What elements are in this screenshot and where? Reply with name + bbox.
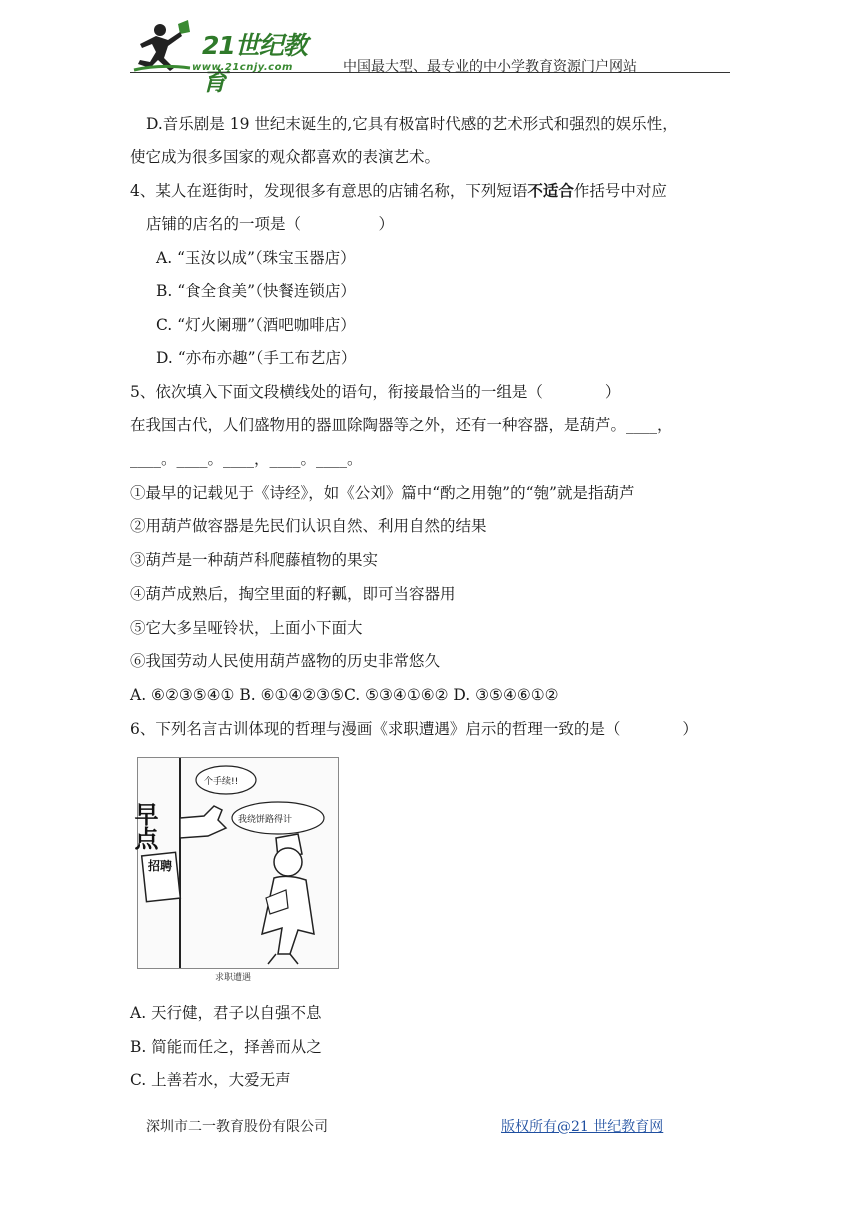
question-6-option-a: A. 天行健，君子以自强不息 xyxy=(130,1004,322,1022)
question-4-option-d: D. “亦布亦趣”（手工布艺店） xyxy=(156,349,357,367)
question-4-option-c: C. “灯火阑珊”（酒吧咖啡店） xyxy=(156,316,356,334)
comic-sign-small: 招聘 xyxy=(148,859,173,873)
site-logo xyxy=(130,18,330,96)
question-5-item-2: ②用葫芦做容器是先民们认识自然、利用自然的结果 xyxy=(130,517,487,535)
question-5-item-6: ⑥我国劳动人民使用葫芦盛物的历史非常悠久 xyxy=(130,652,441,670)
comic-image xyxy=(130,757,339,969)
runner-logo-icon xyxy=(130,18,200,74)
footer-copyright-link[interactable]: 版权所有@21 世纪教育网 xyxy=(501,1119,664,1135)
question-4-stem-cont: 店铺的店名的一项是（ ） xyxy=(146,215,395,233)
header-divider xyxy=(130,72,730,73)
question-6-option-b: B. 简能而任之，择善而从之 xyxy=(130,1038,322,1056)
logo-url: www.21cnjy.com xyxy=(192,62,293,73)
question-4-option-b: B. “食全食美”（快餐连锁店） xyxy=(156,282,356,300)
option-d-line-1: D.音乐剧是 19 世纪末诞生的,它具有极富时代感的艺术形式和强烈的娱乐性， xyxy=(146,115,678,133)
comic-sign-big: 早点 xyxy=(130,802,158,850)
question-4-stem xyxy=(130,181,667,201)
question-5-item-3: ③葫芦是一种葫芦科爬藤植物的果实 xyxy=(130,551,379,569)
question-5-options: A. ⑥②③⑤④① B. ⑥①④②③⑤C. ⑤③④①⑥② D. ③⑤④⑥①② xyxy=(130,686,559,704)
page-header xyxy=(130,18,730,96)
question-4-option-a: A. “玉汝以成”（珠宝玉器店） xyxy=(156,249,356,267)
question-5-item-5: ⑤它大多呈哑铃状，上面小下面大 xyxy=(130,619,363,637)
question-4-stem-pre: 4、某人在逛街时，发现很多有意思的店铺名称，下列短语 xyxy=(130,182,528,200)
comic-bubble-2: 我绕饼路得计 xyxy=(238,815,293,825)
question-6-stem: 6、下列名言古训体现的哲理与漫画《求职遭遇》启示的哲理一致的是（ ） xyxy=(130,720,698,738)
option-d-line-2: 使它成为很多国家的观众都喜欢的表演艺术。 xyxy=(130,148,441,166)
question-4-stem-post: 作括号中对应 xyxy=(573,182,667,200)
question-5-passage-2: ____。____。____，____。____。 xyxy=(130,450,363,468)
question-5-passage-1: 在我国古代，人们盛物用的器皿除陶器等之外，还有一种容器，是葫芦。____， xyxy=(130,416,673,434)
question-5-item-4: ④葫芦成熟后，掏空里面的籽瓤，即可当容器用 xyxy=(130,585,456,603)
logo-text: 21世纪教育 xyxy=(202,31,307,96)
question-4-emphasis: 不适合 xyxy=(527,182,574,200)
comic-caption: 求职遭遇 xyxy=(215,973,252,983)
footer-company: 深圳市二一教育股份有限公司 xyxy=(146,1119,328,1135)
question-5-stem: 5、依次填入下面文段横线处的语句，衔接最恰当的一组是（ ） xyxy=(130,383,621,401)
comic-illustration xyxy=(130,758,338,968)
site-tagline: 中国最大型、最专业的中小学教育资源门户网站 xyxy=(343,59,637,75)
question-5-item-1: ①最早的记载见于《诗经》，如《公刘》篇中“酌之用匏”的“匏”就是指葫芦 xyxy=(130,484,635,502)
comic-bubble-1: 个手续!! xyxy=(204,777,239,787)
question-6-option-c: C. 上善若水，大爱无声 xyxy=(130,1071,291,1089)
